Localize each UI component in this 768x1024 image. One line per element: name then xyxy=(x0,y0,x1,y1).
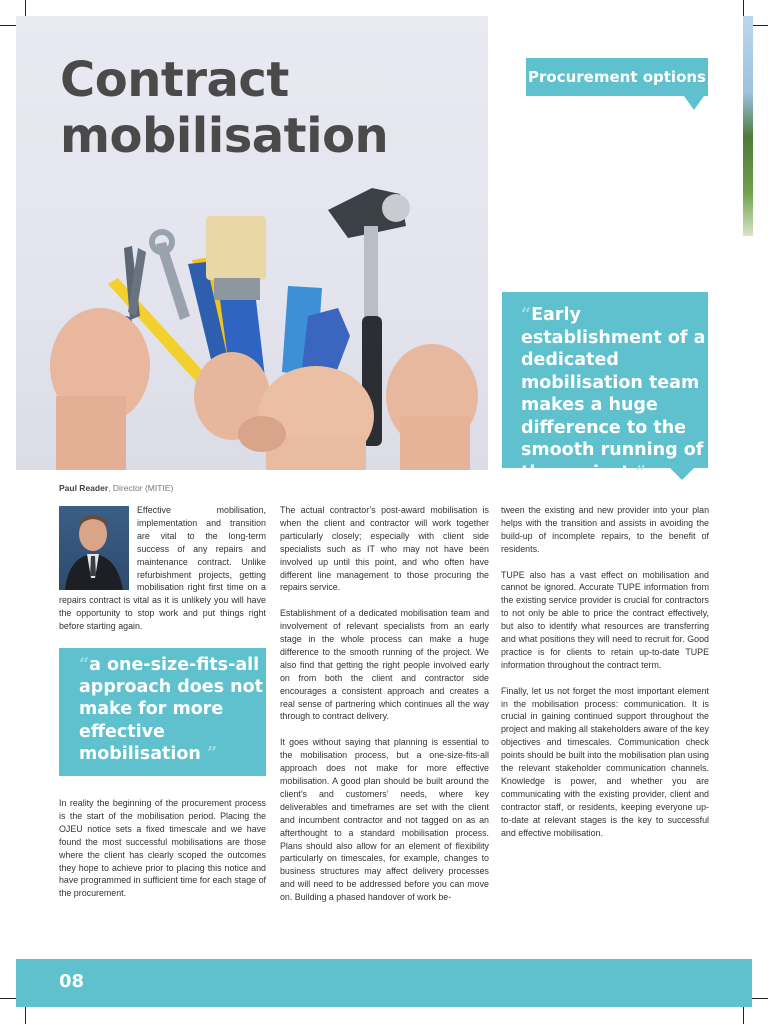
paragraph: Establishment of a dedicated mobilisation team and involvement of relevant specialists from an early stage in the whole process can make a huge difference to the smooth running of the project. We also find that getting the right people involved early on from both the client and contractor side encourages a consistent approach and creates a real sense of partnering which continues all the way through to contract delivery. xyxy=(280,608,489,722)
pull-quote-1-text xyxy=(521,304,707,484)
author-name: Paul Reader xyxy=(59,483,109,493)
title-line-2: mobilisation xyxy=(60,108,389,164)
crop-mark xyxy=(25,1006,26,1024)
body-column-2 xyxy=(280,504,489,917)
author-portrait xyxy=(59,506,129,590)
section-tag-label: Procurement options xyxy=(528,68,706,86)
paragraph: It goes without saying that planning is essential to the mobilisation process, but a one-size-fits-all approach does not make for more effective mobilisation. A good plan should be built around the client’s and customers’ needs, where key deliverables and timeframes are set with the client and incumbent contractor and not tagged on as an afterthought to a standard mobilisation process. Plans should also allow for an element of flexibility particularly on timescales, for example, changes to business structures may affect delivery processes and will need to be addressed before you can move on. Building a phased handover of work be- xyxy=(280,737,489,903)
close-quote-mark: ” xyxy=(635,462,646,483)
paragraph: tween the existing and new provider into your plan helps with the transition and assists in avoiding the build-up of incomplete repairs, to the benefit of residents. xyxy=(501,505,709,554)
section-tag xyxy=(526,58,708,96)
body-column-1-continued xyxy=(59,797,266,913)
crop-mark xyxy=(750,998,768,999)
section-tag-pointer xyxy=(684,96,704,110)
paragraph: Finally, let us not forget the most important element in the mobilisation process: communication. It is crucial in gaining continued support throughout the project and making all stakeholders aware of the key objectives and timescales. Communication check points should be built into the mobilisation plan using the relevant stakeholder communication channels. Knowledge is power, and whether you are communicating with the existing provider, client and contractor staff, or residents, keeping everyone up-to-date at relevant stages is the key to successful and effective mobilisation. xyxy=(501,685,709,838)
title-line-1: Contract xyxy=(60,52,289,108)
pull-quote-2 xyxy=(59,648,266,776)
page-footer xyxy=(16,959,752,1007)
pull-quote-2-text xyxy=(79,654,265,765)
paragraph: In reality the beginning of the procurement process is the start of the mobilisation period. Placing the OJEU notice sets a fixed timescale and we have found the most successful mobilisations are those where the client has clearly scoped the outcomes they hope to achieve prior to placing this notice and have programmed in sufficient time for each stage of the procurement. xyxy=(59,798,266,899)
author-role: , Director (MITIE) xyxy=(108,483,174,493)
article-title xyxy=(60,52,480,164)
pull-quote-2-body: a one-size-fits-all approach does not make for more effective mobilisation xyxy=(79,655,264,764)
person-silhouette-icon xyxy=(59,506,129,590)
side-photo-strip xyxy=(743,16,753,236)
open-quote-mark: “ xyxy=(79,655,90,675)
byline xyxy=(59,483,173,493)
open-quote-mark: “ xyxy=(521,305,532,325)
pull-quote-1-body: Early establishment of a dedicated mobilisation team makes a huge difference to the smooth running of the project xyxy=(521,305,706,483)
paragraph: The actual contractor’s post-award mobilisation is when the client and contractor will work together particularly closely; especially with client side specialists such as IT who may not have been involved up until this point, and who often have different line management to those procuring the repairs service. xyxy=(280,505,489,593)
pull-quote-1-pointer xyxy=(670,468,694,480)
close-quote-mark: ” xyxy=(206,743,218,764)
page-number: 08 xyxy=(59,971,85,992)
body-column-3 xyxy=(501,504,709,852)
pull-quote-1 xyxy=(502,292,708,483)
body-column-1 xyxy=(59,504,266,646)
paragraph: TUPE also has a vast effect on mobilisation and cannot be ignored. Accurate TUPE information from the existing service provider is crucial for contractors to not only be able to price the contract effectively, but also to identify what resources are transferring and what positions they will need to recruit for. Good practice is for clients to retain up-to-date TUPE information throughout the contract term. xyxy=(501,569,709,670)
crop-mark xyxy=(743,1006,744,1024)
paragraph: Effective mobilisation, implementation and transition are vital to the long-term success of any repairs and maintenance contract. Unlike refurbishment projects, getting mobilisation right first time on a repairs contract is vital as it is unlikely you will have the opportunity to stop work and put things right before starting again. xyxy=(59,505,266,632)
